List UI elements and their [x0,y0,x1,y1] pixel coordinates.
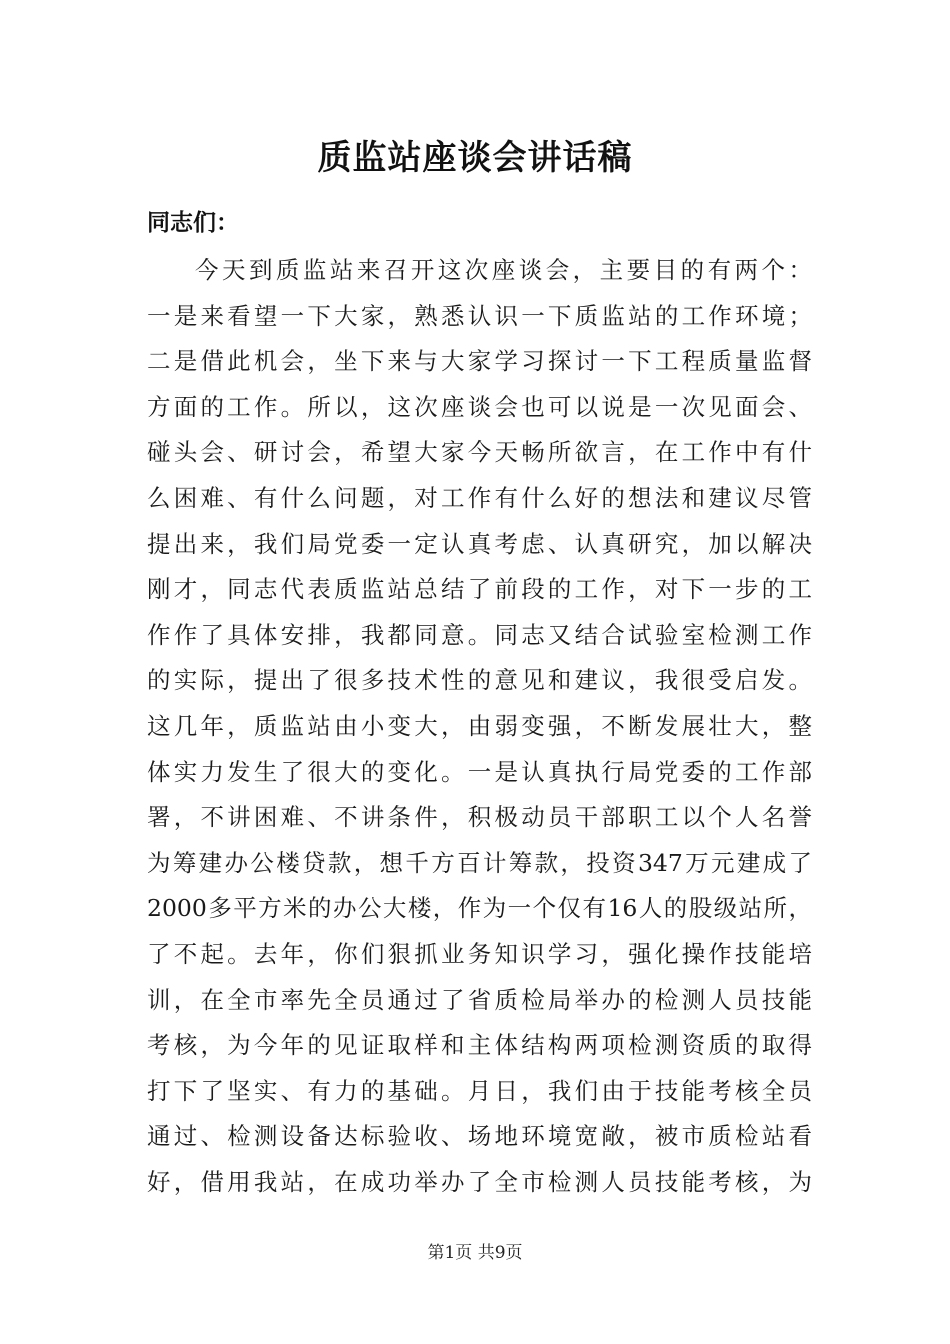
body-line: 提出来，我们局党委一定认真考虑、认真研究，加以解决 [147,529,812,558]
body-line: 通过、检测设备达标验收、场地环境宽敞，被市质检站看 [147,1122,812,1151]
body-line: 的实际，提出了很多技术性的意见和建议，我很受启发。 [147,666,812,695]
body-line: 作作了具体安排，我都同意。同志又结合试验室检测工作 [147,620,812,649]
body-line: 为筹建办公楼贷款，想千方百计筹款，投资347万元建成了 [147,848,812,877]
body-line: 了不起。去年，你们狠抓业务知识学习，强化操作技能培 [147,939,812,968]
body-line: 碰头会、研讨会，希望大家今天畅所欲言，在工作中有什 [147,438,812,467]
body-line: 署，不讲困难、不讲条件，积极动员干部职工以个人名誉 [147,803,812,832]
body-line: 打下了坚实、有力的基础。月日，我们由于技能考核全员 [147,1076,812,1105]
body-line: 考核，为今年的见证取样和主体结构两项检测资质的取得 [147,1031,812,1060]
body-line: 二是借此机会，坐下来与大家学习探讨一下工程质量监督 [147,347,812,376]
document-body [147,248,812,1205]
page-footer: 第1页 共9页 [427,1243,523,1263]
body-line: 今天到质监站来召开这次座谈会，主要目的有两个： [195,256,812,284]
body-line: 刚才，同志代表质监站总结了前段的工作，对下一步的工 [147,575,812,604]
body-line: 好，借用我站，在成功举办了全市检测人员技能考核，为 [147,1167,812,1196]
document-title: 质监站座谈会讲话稿 [317,138,633,178]
body-line: 方面的工作。所以，这次座谈会也可以说是一次见面会、 [147,392,812,421]
body-line: 这几年，质监站由小变大，由弱变强，不断发展壮大，整 [147,711,812,740]
body-line: 体实力发生了很大的变化。一是认真执行局党委的工作部 [147,757,812,786]
body-line: 么困难、有什么问题，对工作有什么好的想法和建议尽管 [147,483,812,512]
salutation: 同志们： [147,209,239,236]
body-line: 一是来看望一下大家，熟悉认识一下质监站的工作环境； [147,301,812,330]
body-line: 2000多平方米的办公大楼，作为一个仅有16人的股级站所， [147,894,812,923]
body-line: 训，在全市率先全员通过了省质检局举办的检测人员技能 [147,985,812,1014]
